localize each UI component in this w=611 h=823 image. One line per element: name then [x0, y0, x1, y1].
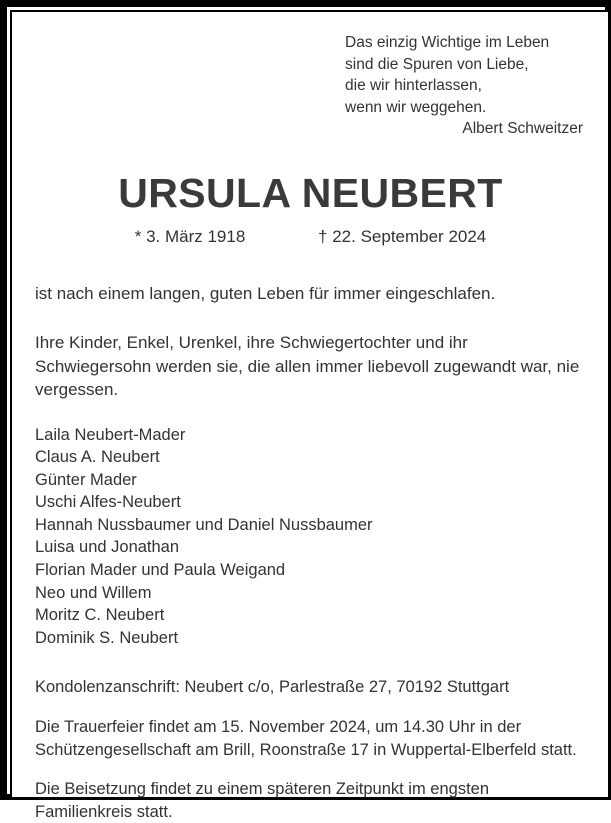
- family-remembrance-text: Ihre Kinder, Enkel, Urenkel, ihre Schwiegertochter und ihr Schwiegersohn werden sie, die allen immer liebevoll zugewandt war, nie vergessen.: [35, 333, 580, 399]
- condolence-address: Kondolenzanschrift: Neubert c/o, Parlestraße 27, 70192 Stuttgart: [35, 678, 510, 697]
- list-item: Laila Neubert-Mader: [35, 425, 186, 444]
- list-item: Luisa und Jonathan: [35, 538, 180, 557]
- list-item: Neo und Willem: [35, 583, 152, 602]
- death-date: † 22. September 2024: [318, 226, 487, 246]
- epigraph-line-4: wenn wir weggehen.: [345, 98, 487, 116]
- list-item: Claus A. Neubert: [35, 448, 160, 467]
- list-item: Dominik S. Neubert: [35, 628, 179, 647]
- deceased-name: URSULA NEUBERT: [118, 169, 503, 216]
- list-item: Günter Mader: [35, 470, 137, 489]
- epigraph-block: [35, 32, 586, 140]
- list-item: Hannah Nussbaumer und Daniel Nussbaumer: [35, 515, 373, 534]
- epigraph-line-3: die wir hinterlassen,: [345, 77, 482, 94]
- list-item: Florian Mader und Paula Weigand: [35, 561, 286, 580]
- funeral-service-details: Die Trauerfeier findet am 15. November 2024, um 14.30 Uhr in der Schützengesellschaft am Brill, Roonstraße 17 in Wuppertal-Elberfeld statt.: [35, 718, 577, 759]
- passing-statement: ist nach einem langen, guten Leben für immer eingeschlafen.: [35, 283, 496, 303]
- epigraph-attribution: Albert Schweitzer: [462, 120, 583, 137]
- epigraph-line-1: Das einzig Wichtige im Leben: [345, 34, 550, 51]
- epigraph-line-2: sind die Spuren von Liebe,: [345, 55, 529, 73]
- birth-date: * 3. März 1918: [134, 226, 246, 246]
- life-dates: [35, 226, 586, 248]
- survivors-list: [35, 424, 586, 650]
- notice-inner-frame: [10, 10, 608, 821]
- burial-details: Die Beisetzung findet zu einem späteren Zeitpunkt im engsten Familienkreis statt.: [35, 780, 490, 821]
- list-item: Uschi Alfes-Neubert: [35, 493, 181, 512]
- notice-content: [12, 12, 608, 821]
- list-item: Moritz C. Neubert: [35, 606, 165, 625]
